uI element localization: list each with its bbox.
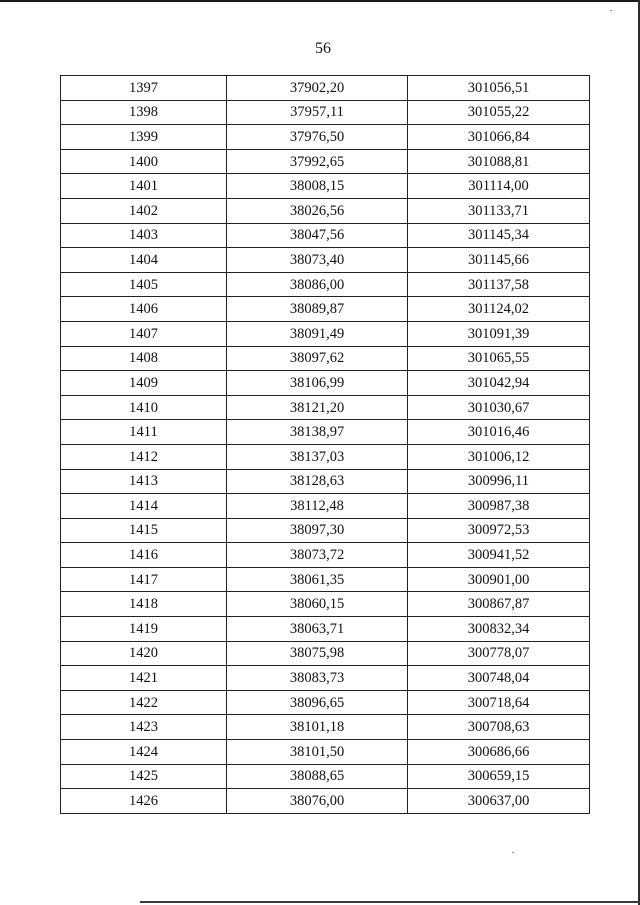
y-coordinate-cell: 300867,87: [408, 592, 590, 617]
x-coordinate-cell: 38073,40: [227, 248, 408, 273]
y-coordinate-cell: 301016,46: [408, 420, 590, 445]
table-row: [61, 592, 590, 617]
point-number-cell: 1418: [61, 592, 227, 617]
table-row: [61, 764, 590, 789]
point-number-cell: 1416: [61, 543, 227, 568]
point-number-cell: 1398: [61, 100, 227, 125]
table-row: [61, 125, 590, 150]
y-coordinate-cell: 300941,52: [408, 543, 590, 568]
y-coordinate-cell: 300708,63: [408, 715, 590, 740]
point-number-cell: 1413: [61, 469, 227, 494]
point-number-cell: 1409: [61, 371, 227, 396]
x-coordinate-cell: 38128,63: [227, 469, 408, 494]
coordinates-table-body: [61, 76, 590, 814]
table-row: [61, 641, 590, 666]
y-coordinate-cell: 300659,15: [408, 764, 590, 789]
y-coordinate-cell: 300637,00: [408, 789, 590, 814]
x-coordinate-cell: 38008,15: [227, 174, 408, 199]
x-coordinate-cell: 38061,35: [227, 567, 408, 592]
y-coordinate-cell: 301042,94: [408, 371, 590, 396]
x-coordinate-cell: 38137,03: [227, 444, 408, 469]
table-row: [61, 567, 590, 592]
x-coordinate-cell: 38063,71: [227, 617, 408, 642]
y-coordinate-cell: 301006,12: [408, 444, 590, 469]
y-coordinate-cell: 300748,04: [408, 666, 590, 691]
x-coordinate-cell: 38138,97: [227, 420, 408, 445]
point-number-cell: 1397: [61, 76, 227, 101]
y-coordinate-cell: 301088,81: [408, 149, 590, 174]
x-coordinate-cell: 38089,87: [227, 297, 408, 322]
point-number-cell: 1422: [61, 690, 227, 715]
y-coordinate-cell: 301145,66: [408, 248, 590, 273]
point-number-cell: 1421: [61, 666, 227, 691]
y-coordinate-cell: 301145,34: [408, 223, 590, 248]
table-row: [61, 666, 590, 691]
y-coordinate-cell: 301137,58: [408, 272, 590, 297]
y-coordinate-cell: 301065,55: [408, 346, 590, 371]
point-number-cell: 1412: [61, 444, 227, 469]
point-number-cell: 1404: [61, 248, 227, 273]
table-row: [61, 272, 590, 297]
point-number-cell: 1425: [61, 764, 227, 789]
x-coordinate-cell: 38091,49: [227, 321, 408, 346]
y-coordinate-cell: 300901,00: [408, 567, 590, 592]
table-row: [61, 100, 590, 125]
x-coordinate-cell: 38096,65: [227, 690, 408, 715]
point-number-cell: 1419: [61, 617, 227, 642]
point-number-cell: 1400: [61, 149, 227, 174]
x-coordinate-cell: 38076,00: [227, 789, 408, 814]
y-coordinate-cell: 301133,71: [408, 198, 590, 223]
y-coordinate-cell: 300996,11: [408, 469, 590, 494]
y-coordinate-cell: 300778,07: [408, 641, 590, 666]
point-number-cell: 1399: [61, 125, 227, 150]
y-coordinate-cell: 301056,51: [408, 76, 590, 101]
table-row: [61, 149, 590, 174]
point-number-cell: 1405: [61, 272, 227, 297]
table-row: [61, 248, 590, 273]
table-row: [61, 617, 590, 642]
x-coordinate-cell: 38075,98: [227, 641, 408, 666]
scan-border-bottom: [140, 901, 640, 903]
scan-speck: [512, 852, 514, 853]
y-coordinate-cell: 301055,22: [408, 100, 590, 125]
point-number-cell: 1420: [61, 641, 227, 666]
point-number-cell: 1423: [61, 715, 227, 740]
y-coordinate-cell: 301114,00: [408, 174, 590, 199]
table-row: [61, 297, 590, 322]
table-row: [61, 198, 590, 223]
y-coordinate-cell: 300686,66: [408, 740, 590, 765]
page-number: 56: [315, 40, 331, 57]
point-number-cell: 1414: [61, 494, 227, 519]
table-row: [61, 690, 590, 715]
y-coordinate-cell: 300832,34: [408, 617, 590, 642]
point-number-cell: 1417: [61, 567, 227, 592]
x-coordinate-cell: 38047,56: [227, 223, 408, 248]
table-row: [61, 740, 590, 765]
point-number-cell: 1401: [61, 174, 227, 199]
coordinates-table: [60, 75, 590, 814]
point-number-cell: 1424: [61, 740, 227, 765]
table-row: [61, 444, 590, 469]
x-coordinate-cell: 38060,15: [227, 592, 408, 617]
point-number-cell: 1411: [61, 420, 227, 445]
x-coordinate-cell: 38112,48: [227, 494, 408, 519]
point-number-cell: 1406: [61, 297, 227, 322]
x-coordinate-cell: 38073,72: [227, 543, 408, 568]
x-coordinate-cell: 38106,99: [227, 371, 408, 396]
x-coordinate-cell: 38026,56: [227, 198, 408, 223]
x-coordinate-cell: 38083,73: [227, 666, 408, 691]
point-number-cell: 1403: [61, 223, 227, 248]
y-coordinate-cell: 301091,39: [408, 321, 590, 346]
x-coordinate-cell: 38097,62: [227, 346, 408, 371]
table-row: [61, 518, 590, 543]
table-row: [61, 223, 590, 248]
table-row: [61, 321, 590, 346]
table-row: [61, 174, 590, 199]
table-row: [61, 543, 590, 568]
y-coordinate-cell: 301030,67: [408, 395, 590, 420]
x-coordinate-cell: 38086,00: [227, 272, 408, 297]
y-coordinate-cell: 300972,53: [408, 518, 590, 543]
point-number-cell: 1408: [61, 346, 227, 371]
point-number-cell: 1407: [61, 321, 227, 346]
y-coordinate-cell: 300987,38: [408, 494, 590, 519]
x-coordinate-cell: 38097,30: [227, 518, 408, 543]
table-row: [61, 346, 590, 371]
point-number-cell: 1415: [61, 518, 227, 543]
x-coordinate-cell: 38101,18: [227, 715, 408, 740]
table-row: [61, 469, 590, 494]
x-coordinate-cell: 38088,65: [227, 764, 408, 789]
table-row: [61, 789, 590, 814]
scan-border-top: [0, 0, 640, 2]
x-coordinate-cell: 38101,50: [227, 740, 408, 765]
table-row: [61, 715, 590, 740]
table-row: [61, 395, 590, 420]
scan-speck: [610, 10, 612, 11]
point-number-cell: 1410: [61, 395, 227, 420]
table-row: [61, 76, 590, 101]
y-coordinate-cell: 301124,02: [408, 297, 590, 322]
point-number-cell: 1402: [61, 198, 227, 223]
x-coordinate-cell: 37957,11: [227, 100, 408, 125]
y-coordinate-cell: 301066,84: [408, 125, 590, 150]
x-coordinate-cell: 37902,20: [227, 76, 408, 101]
x-coordinate-cell: 37976,50: [227, 125, 408, 150]
point-number-cell: 1426: [61, 789, 227, 814]
table-row: [61, 494, 590, 519]
table-row: [61, 371, 590, 396]
x-coordinate-cell: 38121,20: [227, 395, 408, 420]
x-coordinate-cell: 37992,65: [227, 149, 408, 174]
y-coordinate-cell: 300718,64: [408, 690, 590, 715]
table-row: [61, 420, 590, 445]
